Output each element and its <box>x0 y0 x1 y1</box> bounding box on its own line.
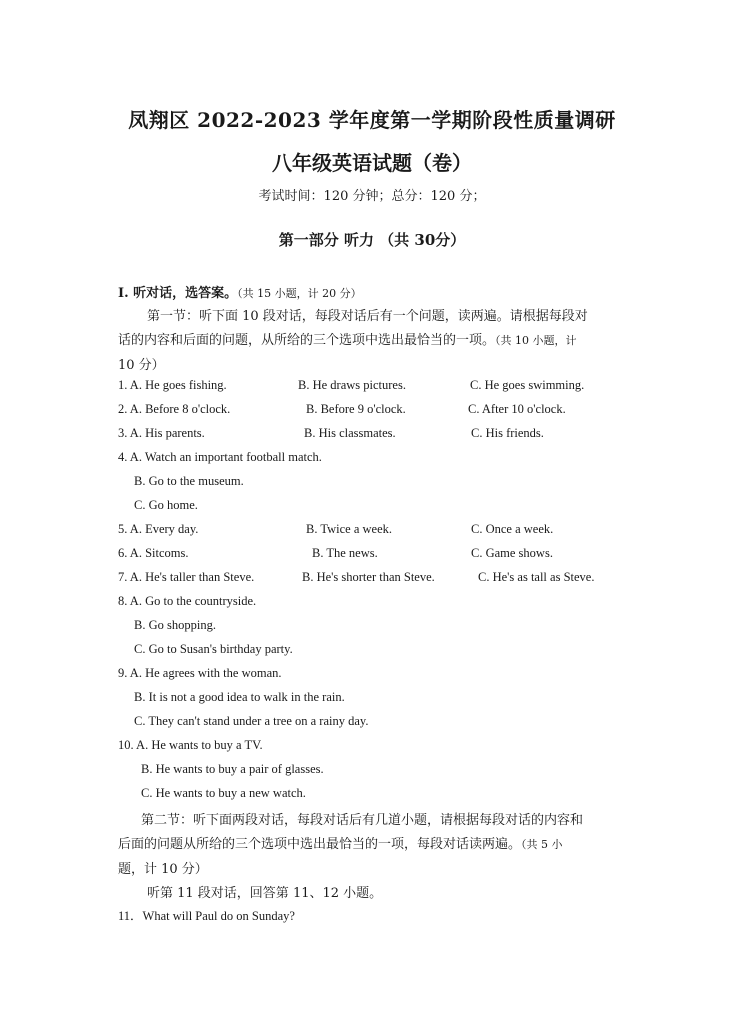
q1-option-c: C. He goes swimming. <box>470 378 585 392</box>
q8-option-c: C. Go to Susan's birthday party. <box>134 642 293 656</box>
q3-option-a: 3. A. His parents. <box>118 426 205 440</box>
q10-option-b: B. He wants to buy a pair of glasses. <box>141 762 324 776</box>
sub1-instruction-line2 <box>118 329 577 348</box>
sub1-instruction-line3: 10 分） <box>118 358 165 373</box>
section-title <box>118 282 362 301</box>
q2-option-a: 2. A. Before 8 o'clock. <box>118 402 231 416</box>
q9-option-b: B. It is not a good idea to walk in the rain. <box>134 690 345 704</box>
part-heading: 第一部分 听力 （共 30分） <box>278 231 466 249</box>
sub2-instruction-text: 后面的问题从所给的三个选项中选出最恰当的一项，每段对话读两遍。 <box>118 837 522 852</box>
q1-option-a: 1. A. He goes fishing. <box>118 378 227 392</box>
exam-info: 考试时间：120 分钟；总分：120 分； <box>258 189 486 204</box>
q7-option-a: 7. A. He's taller than Steve. <box>118 570 255 584</box>
q4-option-c: C. Go home. <box>134 498 198 512</box>
sub2-instruction-line1: 第二节：听下面两段对话，每段对话后有几道小题，请根据每段对话的内容和 <box>141 813 584 828</box>
q5-option-b: B. Twice a week. <box>306 522 393 536</box>
q6-option-c: C. Game shows. <box>471 546 553 560</box>
sub1-instruction-line1: 第一节：听下面 10 段对话，每段对话后有一个问题，读两遍。请根据每段对 <box>147 309 588 324</box>
q5-option-a: 5. A. Every day. <box>118 522 199 536</box>
section-title-text: I. 听对话，选答案。 <box>118 286 238 301</box>
q5-option-c: C. Once a week. <box>471 522 554 536</box>
dialog-11-instruction: 听第 11 段对话，回答第 11、12 小题。 <box>147 886 383 901</box>
exam-subtitle: 八年级英语试题（卷） <box>272 151 472 175</box>
q8-option-a: 8. A. Go to the countryside. <box>118 594 257 608</box>
sub1-instruction-text: 话的内容和后面的问题，从所给的三个选项中选出最恰当的一项。 <box>118 333 496 348</box>
q3-option-b: B. His classmates. <box>304 426 396 440</box>
q8-option-b: B. Go shopping. <box>134 618 216 632</box>
sub2-instruction-line3: 题，计 10 分） <box>118 862 208 877</box>
q2-option-b: B. Before 9 o'clock. <box>306 402 406 416</box>
q3-option-c: C. His friends. <box>471 426 544 440</box>
q9-option-c: C. They can't stand under a tree on a rainy day. <box>134 714 369 728</box>
q2-option-c: C. After 10 o'clock. <box>468 402 566 416</box>
exam-title: 凤翔区 2022-2023 学年度第一学期阶段性质量调研 <box>128 108 616 132</box>
q9-option-a: 9. A. He agrees with the woman. <box>118 666 282 680</box>
q7-option-b: B. He's shorter than Steve. <box>302 570 435 584</box>
q1-option-b: B. He draws pictures. <box>298 378 406 392</box>
q11-question: 11．What will Paul do on Sunday? <box>118 909 295 923</box>
section-note: （共 15 小题，计 20 分） <box>237 287 362 300</box>
q4-option-a: 4. A. Watch an important football match. <box>118 450 322 464</box>
q10-option-a: 10. A. He wants to buy a TV. <box>118 738 263 752</box>
q6-option-b: B. The news. <box>312 546 378 560</box>
sub1-note: （共 10 小题，计 <box>495 334 577 347</box>
q7-option-c: C. He's as tall as Steve. <box>478 570 595 584</box>
q4-option-b: B. Go to the museum. <box>134 474 244 488</box>
sub2-note: （共 5 小 <box>521 838 563 851</box>
q10-option-c: C. He wants to buy a new watch. <box>141 786 306 800</box>
q6-option-a: 6. A. Sitcoms. <box>118 546 189 560</box>
sub2-instruction-line2 <box>118 833 563 852</box>
